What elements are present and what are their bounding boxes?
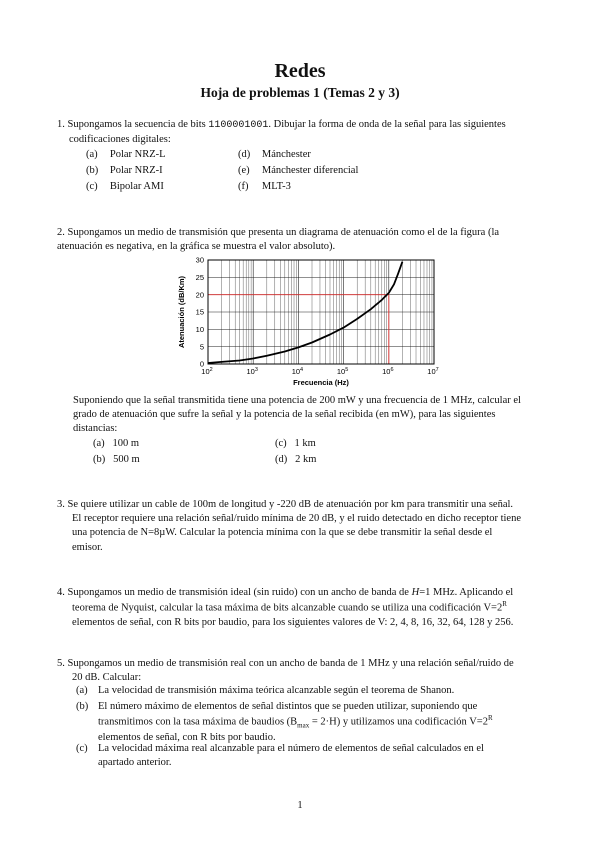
bandwidth-symbol: H [411,587,420,598]
x-tick-label: $10^6$ [382,367,394,376]
option-1c [86,180,164,194]
x-tick-exponent: 7 [435,367,439,373]
y-axis-label: Atenuación (dB/Km) [177,275,186,349]
option-label: (c) [275,438,287,449]
option-text [76,714,546,731]
x-tick-label: $10^5$ [336,367,349,376]
page-subtitle: Hoja de problemas 1 (Temas 2 y 3) [200,85,400,100]
x-tick-exponent: 4 [300,367,304,373]
option-text: Mánchester diferencial [261,165,359,176]
option-2d [275,453,316,467]
option-label: (d) [275,454,288,465]
problem-4-text: =1 MHz. Aplicando el [419,587,514,598]
option-1b [86,164,163,178]
x-tick-exponent: 2 [209,367,213,373]
x-axis-label: Frecuencia (Hz) [293,378,349,387]
chart-grid [208,260,434,364]
y-tick-label: 0 [199,359,204,369]
option-label: (c) [86,181,98,192]
option-label: (a) [93,438,105,449]
problem-1-line2: codificaciones digitales: [69,133,171,145]
attenuation-chart [160,252,450,394]
problem-3-line: 3. Se quiere utilizar un cable de 100m de longitud y -220 dB de atenuación por km para transmitir una señal. [57,499,514,510]
y-tick-label: 10 [195,324,204,334]
option-label: (b) [86,165,99,176]
option-text: elementos de señal, con R bits por baudio. [98,732,276,744]
option-text: Polar NRZ-I [109,165,163,176]
option-text: Polar NRZ-L [109,149,166,160]
y-tick-label: 5 [199,342,204,352]
option-text: 1 km [294,438,316,449]
option-1e [238,164,358,178]
option-text-part: = 2·H) y utilizamos una codificación V=2 [309,716,488,728]
problem-2-line1: 2. Supongamos un medio de transmisión que presenta un diagrama de atenuación como el de la figura (la [57,227,500,238]
problem-5a [76,684,546,698]
option-text: Mánchester [261,149,311,160]
x-tick-exponent: 5 [345,367,349,373]
y-axis-ticks [196,256,204,369]
option-text: La velocidad máxima real alcanzable para el número de elementos de señal calculados en el [98,743,484,754]
x-axis-ticks [201,367,438,376]
option-text: La velocidad de transmisión máxima teórica alcanzable según el teorema de Shanon. [98,685,455,696]
y-tick-label: 25 [195,272,204,282]
option-text: Bipolar AMI [109,181,164,192]
subscript: max [297,721,310,730]
option-label: (f) [238,181,249,192]
problem-4-line1 [57,586,557,600]
series-line [208,262,402,363]
x-tick-label: $10^2$ [201,367,213,376]
problem-2-question-line: grado de atenuación que sufre la señal y la potencia de la señal recibida (en mW), para las siguientes [73,409,496,421]
problem-3-line: El receptor requiere una relación señal/ruido mínima de 20 dB, y el ruido detectado en dicho receptor tiene [72,513,521,525]
problem-1-statement [57,118,557,133]
problem-2-question-line: distancias: [73,423,118,435]
problem-5-line1: 5. Supongamos un medio de transmisión real con un ancho de banda de 1 MHz y una relación señal/ruido de [57,658,514,669]
exponent: R [487,714,493,723]
problem-4-text: 4. Supongamos un medio de transmisión ideal (sin ruido) con un ancho de banda de [57,587,412,598]
y-tick-label: 20 [195,290,204,300]
option-1a [86,148,166,162]
option-label: (b) [76,701,89,712]
problem-1 [57,118,557,147]
option-label: (a) [86,149,98,160]
option-text: 500 m [113,454,140,465]
x-tick-label: $10^7$ [427,367,439,376]
problem-5c [76,742,546,770]
option-text: 100 m [112,438,140,449]
option-label: (e) [238,165,250,176]
option-2a [93,437,139,451]
problem-5 [57,657,557,685]
problem-4 [57,586,557,630]
bit-sequence: 1100001001 [208,120,269,131]
problem-2-question [73,394,543,437]
option-text-part: transmitimos con la tasa máxima de baudios (B [98,716,298,728]
problem-4-line3: elementos de señal, con R bits por baudio, para los siguientes valores de V: 2, 4, 8, 16, 32, 64, 128 y 256. [72,616,514,628]
option-label: (b) [93,454,106,465]
option-label: (c) [76,743,88,754]
chart-series [208,262,402,363]
option-label: (a) [76,685,88,696]
problem-5b [76,700,546,745]
problem-2-question-line: Suponiendo que la señal transmitida tiene una potencia de 200 mW y una frecuencia de 1 MHz, calcular el [73,395,521,406]
x-tick-exponent: 3 [254,367,258,373]
option-1f [238,180,291,194]
page-number: 1 [297,800,303,811]
problem-3-line: una potencia de N=8µW. Calcular la potencia mínima con la que se debe transmitir la señal desde el [72,527,493,539]
problem-3-line: emisor. [72,541,103,553]
option-1d [238,148,311,162]
exponent: R [502,600,507,609]
problem-4-text: teorema de Nyquist, calcular la tasa máxima de bits alcanzable cuando se utiliza una codificación V=2 [72,602,503,614]
y-tick-label: 15 [195,307,204,317]
option-text: MLT-3 [261,181,291,192]
problem-2-line2: atenuación es negativa, en la gráfica se muestra el valor absoluto). [57,241,336,253]
problem-4-line2 [57,600,557,616]
option-2b [93,453,140,467]
problem-3 [57,498,557,555]
problem-2 [57,226,557,254]
x-tick-label: $10^4$ [291,367,304,376]
option-2c [275,437,316,451]
option-text: 2 km [295,454,317,465]
option-text: El número máximo de elementos de señal distintos que se pueden utilizar, suponiendo que [98,701,478,712]
problem-1-text: 1. Supongamos la secuencia de bits [57,119,209,130]
problem-5-line2: 20 dB. Calcular: [72,672,142,684]
page-title: Redes [274,60,326,82]
option-text: apartado anterior. [98,757,172,769]
x-tick-exponent: 6 [390,367,394,373]
y-tick-label: 30 [195,255,204,265]
problem-1-text-cont: . Dibujar la forma de onda de la señal para las siguientes [268,119,506,130]
x-tick-label: $10^3$ [246,367,258,376]
option-label: (d) [238,149,251,160]
